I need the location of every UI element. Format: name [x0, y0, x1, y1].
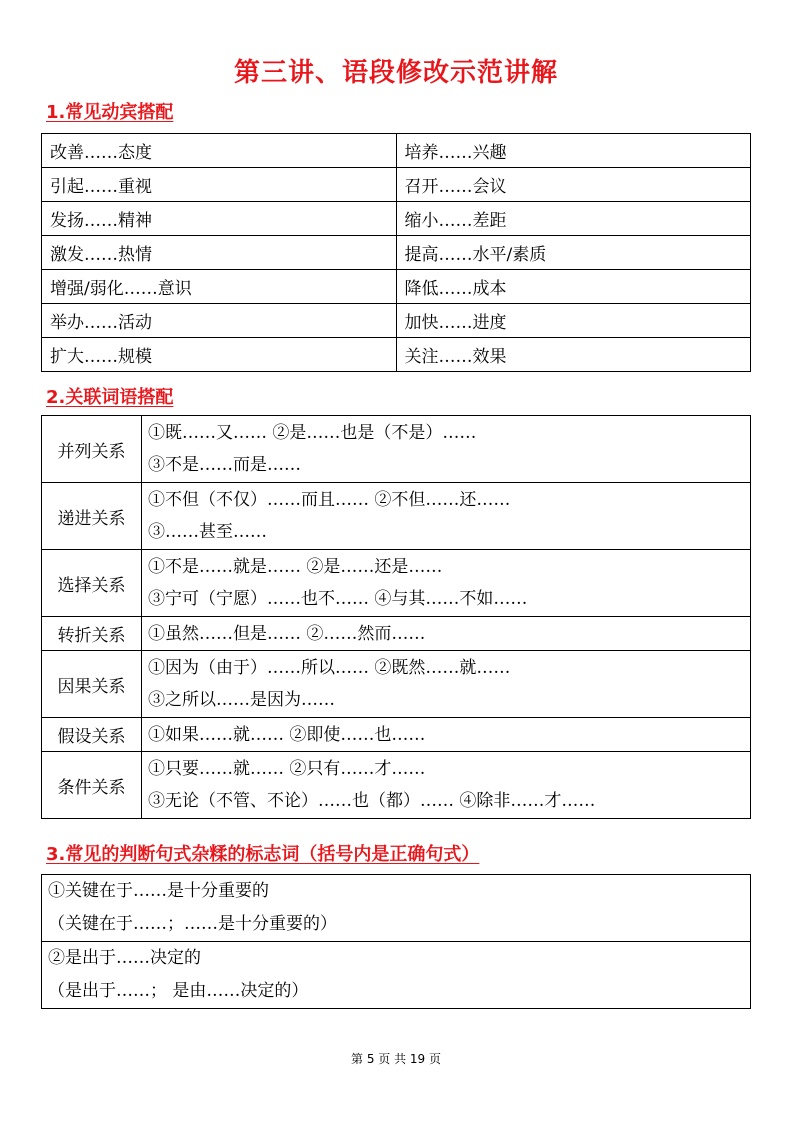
- conjunction-line: ①虽然……但是…… ②……然而……: [148, 623, 426, 644]
- table-row: [42, 338, 751, 372]
- conjunction-line: ①不是……就是…… ②是……还是……: [148, 557, 443, 577]
- collocation-cell: 提高……水平/素质: [396, 236, 751, 270]
- conjunction-cell: [142, 416, 751, 483]
- table-row: [42, 236, 751, 270]
- section3-heading: 3.常见的判断句式杂糅的标志词（括号内是正确句式）: [46, 844, 480, 865]
- pattern-line: （是出于……； 是由……决定的）: [48, 981, 309, 1001]
- conjunction-cell: [142, 752, 751, 819]
- section2-heading: 2.关联词语搭配: [46, 387, 174, 408]
- conjunction-line: ①不但（不仅）……而且…… ②不但……还……: [148, 490, 511, 510]
- relation-label: 并列关系: [42, 416, 142, 483]
- collocation-cell: 举办……活动: [42, 304, 397, 338]
- conjunction-line: ③之所以……是因为……: [148, 690, 335, 710]
- relation-label: 转折关系: [42, 617, 142, 651]
- table-row: [42, 752, 751, 819]
- collocation-cell: 降低……成本: [396, 270, 751, 304]
- collocation-cell: 培养……兴趣: [396, 134, 751, 168]
- pattern-line: ②是出于……决定的: [48, 948, 201, 968]
- conjunction-line: ③无论（不管、不论）……也（都）…… ④除非……才……: [148, 791, 596, 811]
- collocation-cell: 改善……态度: [42, 134, 397, 168]
- conjunction-cell: [142, 483, 751, 550]
- table-row: [42, 202, 751, 236]
- page-title: 第三讲、语段修改示范讲解: [233, 58, 558, 88]
- table-row: [42, 651, 751, 718]
- conjunction-cell: [142, 617, 751, 651]
- conjunction-line: ③宁可（宁愿）……也不…… ④与其……不如……: [148, 589, 528, 609]
- conjunction-line: ①既……又…… ②是……也是（不是）……: [148, 423, 477, 443]
- collocation-cell: 发扬……精神: [42, 202, 397, 236]
- pattern-line: ①关键在于……是十分重要的: [48, 881, 269, 901]
- relation-label: 假设关系: [42, 718, 142, 752]
- collocation-cell: 激发……热情: [42, 236, 397, 270]
- pattern-cell: [42, 875, 751, 942]
- conjunction-cell: [142, 718, 751, 752]
- conjunction-table: [41, 415, 751, 819]
- collocation-cell: 增强/弱化……意识: [42, 270, 397, 304]
- conjunction-line: ①只要……就…… ②只有……才……: [148, 759, 426, 779]
- collocation-cell: 扩大……规模: [42, 338, 397, 372]
- collocation-cell: 加快……进度: [396, 304, 751, 338]
- pattern-line: （关键在于……；……是十分重要的）: [48, 914, 337, 934]
- relation-label: 递进关系: [42, 483, 142, 550]
- collocation-cell: 召开……会议: [396, 168, 751, 202]
- table-row: [42, 483, 751, 550]
- section1-heading: 1.常见动宾搭配: [46, 102, 174, 123]
- table-row: [42, 134, 751, 168]
- conjunction-cell: [142, 550, 751, 617]
- sentence-pattern-table: [41, 874, 751, 1009]
- collocation-cell: 缩小……差距: [396, 202, 751, 236]
- relation-label: 条件关系: [42, 752, 142, 819]
- table-row: [42, 304, 751, 338]
- relation-label: 因果关系: [42, 651, 142, 718]
- collocation-cell: 关注……效果: [396, 338, 751, 372]
- conjunction-line: ③不是……而是……: [148, 455, 301, 475]
- collocation-cell: 引起……重视: [42, 168, 397, 202]
- table-row: [42, 942, 751, 1009]
- table-row: [42, 550, 751, 617]
- verb-object-table: [41, 133, 751, 372]
- relation-label: 选择关系: [42, 550, 142, 617]
- conjunction-line: ①如果……就…… ②即使……也……: [148, 724, 426, 745]
- conjunction-line: ③……甚至……: [148, 522, 267, 542]
- table-row: [42, 617, 751, 651]
- table-row: [42, 875, 751, 942]
- table-row: [42, 270, 751, 304]
- table-row: [42, 718, 751, 752]
- table-row: [42, 168, 751, 202]
- table-row: [42, 416, 751, 483]
- page-footer: 第 5 页 共 19 页: [351, 1052, 441, 1066]
- conjunction-line: ①因为（由于）……所以…… ②既然……就……: [148, 658, 511, 678]
- conjunction-cell: [142, 651, 751, 718]
- pattern-cell: [42, 942, 751, 1009]
